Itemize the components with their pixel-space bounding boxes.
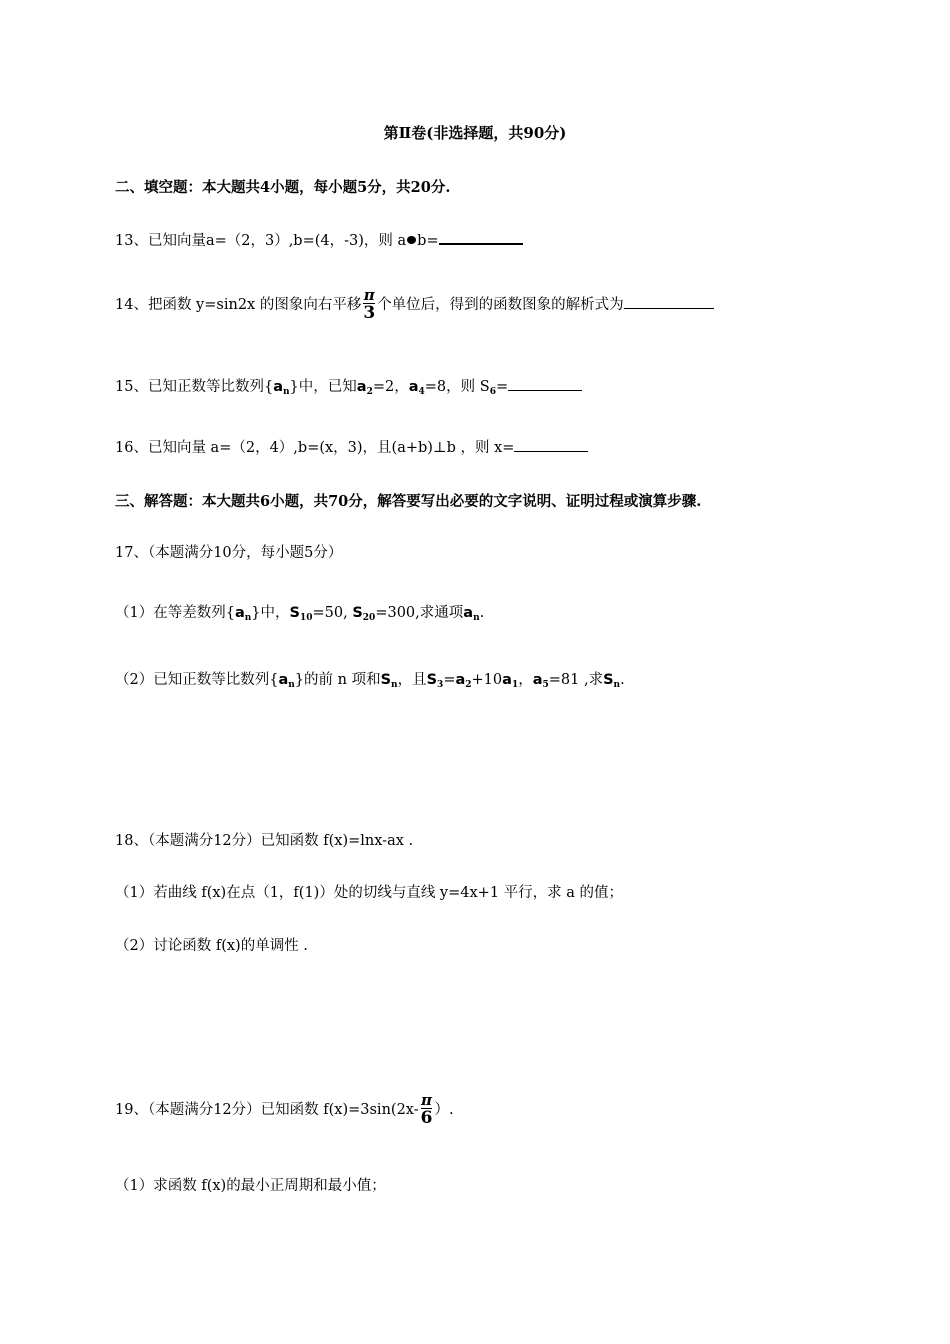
fraction-pi-over-6: $\frac{\pi}{6}$ bbox=[420, 1091, 433, 1128]
question-14: 14、把函数 y=sin2x 的图象向右平移 $\frac{\pi}{3}$ 个单位后，得到的函数图象的解析式为 bbox=[115, 288, 950, 322]
question-18-part1: （1）若曲线 f(x)在点（1，f(1)）处的切线与直线 y=4x+1 平行，求 a 的值； bbox=[115, 885, 624, 901]
answer-blank-14[interactable] bbox=[624, 294, 714, 309]
question-15: 15、已知正数等比数列$\{a_n\}$中，已知$a_2=2$，$a_4=8$，则 $S_6=$ bbox=[115, 375, 950, 397]
question-17-part2: （2）已知正数等比数列$\{a_n\}$的前 n 项和$S_n$，且$S_3=a_2+10a_1$，$a_5=81$ ,求$S_n$. bbox=[115, 672, 625, 690]
question-19-header: 19、（本题满分12分）已知函数 f(x)=3sin(2x- $\frac{\pi}{6}$ ）. bbox=[115, 1091, 454, 1128]
fraction-pi-over-3: $\frac{\pi}{3}$ bbox=[363, 286, 376, 323]
section3-heading: 三、解答题：本大题共6小题，共70分，解答要写出必要的文字说明、证明过程或演算步骤. bbox=[115, 493, 702, 510]
answer-blank-15[interactable] bbox=[508, 376, 582, 391]
question-17-part1: （1）在等差数列$\{a_n\}$中，$S_{10}=50$, $S_{20}=300$,求通项$a_n$. bbox=[115, 605, 485, 623]
answer-blank-16[interactable] bbox=[514, 437, 588, 452]
section-title: 第Ⅱ卷(非选择题，共90分) bbox=[383, 124, 567, 142]
answer-blank-13[interactable] bbox=[439, 229, 523, 245]
question-19-part1: （1）求函数 f(x)的最小正周期和最小值； bbox=[115, 1178, 386, 1194]
section2-heading: 二、填空题：本大题共4小题，每小题5分，共20分. bbox=[115, 179, 451, 196]
dot-product-icon bbox=[407, 236, 416, 244]
question-17-header: 17、（本题满分10分，每小题5分） bbox=[115, 545, 343, 561]
question-18-header: 18、（本题满分12分）已知函数 f(x)=lnx-ax . bbox=[115, 833, 414, 849]
question-18-part2: （2）讨论函数 f(x)的单调性 . bbox=[115, 938, 308, 954]
question-16: 16、已知向量 a=（2，4）,b=(x，3)，且(a+b)⊥b ，则 x= bbox=[115, 436, 950, 457]
question-13: 13、已知向量a=（2，3）,b=(4，-3)，则 a b= bbox=[115, 229, 950, 250]
